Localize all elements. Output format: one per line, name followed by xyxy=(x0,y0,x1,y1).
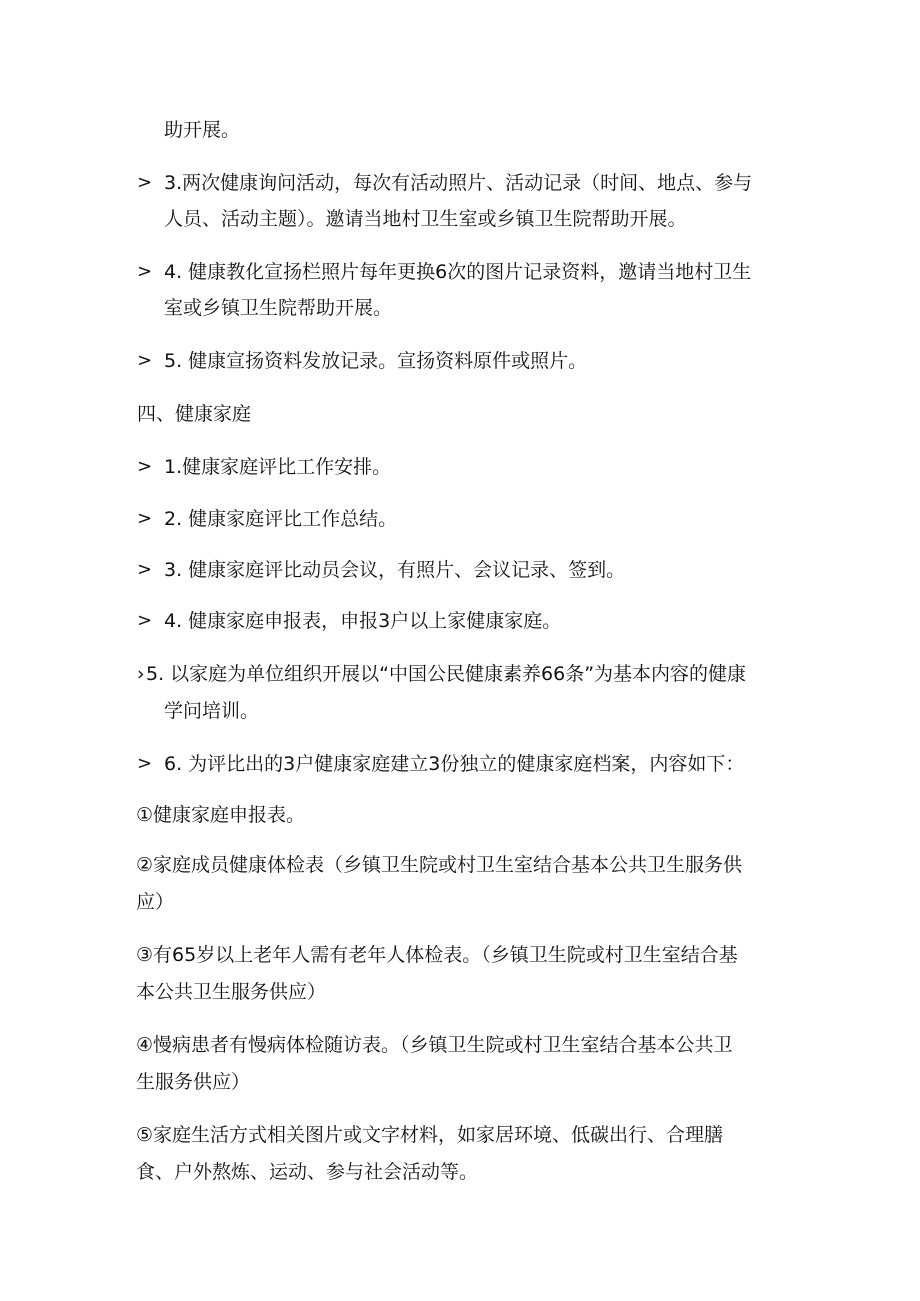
list-marker: > xyxy=(137,753,153,774)
list-marker: > xyxy=(137,559,153,580)
text-line: 学问培训。 xyxy=(164,700,260,722)
list-marker: > xyxy=(137,172,153,193)
text-line: 6. 为评比出的3户健康家庭建立3份独立的健康家庭档案，内容如下： xyxy=(164,753,745,775)
text-line: 本公共卫生服务供应） xyxy=(136,981,327,1003)
text-line: 4. 健康家庭申报表，申报3户以上家健康家庭。 xyxy=(164,610,562,632)
list-marker: > xyxy=(137,261,153,282)
text-line: 5. 以家庭为单位组织开展以“中国公民健康素养66条”为基本内容的健康 xyxy=(146,663,747,685)
text-line: ②家庭成员健康体检表（乡镇卫生院或村卫生室结合基本公共卫生服务供 xyxy=(136,854,743,876)
text-line: 4. 健康教化宣扬栏照片每年更换6次的图片记录资料，邀请当地村卫生 xyxy=(164,261,752,283)
text-line: ③有65岁以上老年人需有老年人体检表。（乡镇卫生院或村卫生室结合基 xyxy=(136,944,738,966)
list-marker: > xyxy=(137,456,153,477)
text-line: 3. 健康家庭评比动员会议，有照片、会议记录、签到。 xyxy=(164,559,626,581)
text-line: ①健康家庭申报表。 xyxy=(136,804,306,826)
list-marker: › xyxy=(137,663,145,685)
list-marker: > xyxy=(137,508,153,529)
text-line: 生服务供应） xyxy=(136,1071,251,1093)
text-line: 5. 健康宣扬资料发放记录。宣扬资料原件或照片。 xyxy=(164,350,588,372)
text-line: 室或乡镇卫生院帮助开展。 xyxy=(164,297,393,319)
text-line: ④慢病患者有慢病体检随访表。（乡镇卫生院或村卫生室结合基本公共卫 xyxy=(136,1034,733,1056)
text-line: 2. 健康家庭评比工作总结。 xyxy=(164,508,398,530)
text-line: 人员、活动主题）。邀请当地村卫生室或乡镇卫生院帮助开展。 xyxy=(164,208,687,230)
text-line: 助开展。 xyxy=(164,119,241,141)
text-line: ⑤家庭生活方式相关图片或文字材料，如家居环境、低碳出行、合理膳 xyxy=(136,1124,724,1146)
section-heading: 四、健康家庭 xyxy=(137,403,252,425)
text-line: 应） xyxy=(136,891,175,913)
list-marker: > xyxy=(137,610,153,631)
list-marker: > xyxy=(137,350,153,371)
text-line: 3.两次健康询问活动，每次有活动照片、活动记录（时间、地点、参与 xyxy=(164,172,753,194)
text-line: 1.健康家庭评比工作安排。 xyxy=(164,456,392,478)
text-line: 食、户外熬炼、运动、参与社会活动等。 xyxy=(136,1161,479,1183)
